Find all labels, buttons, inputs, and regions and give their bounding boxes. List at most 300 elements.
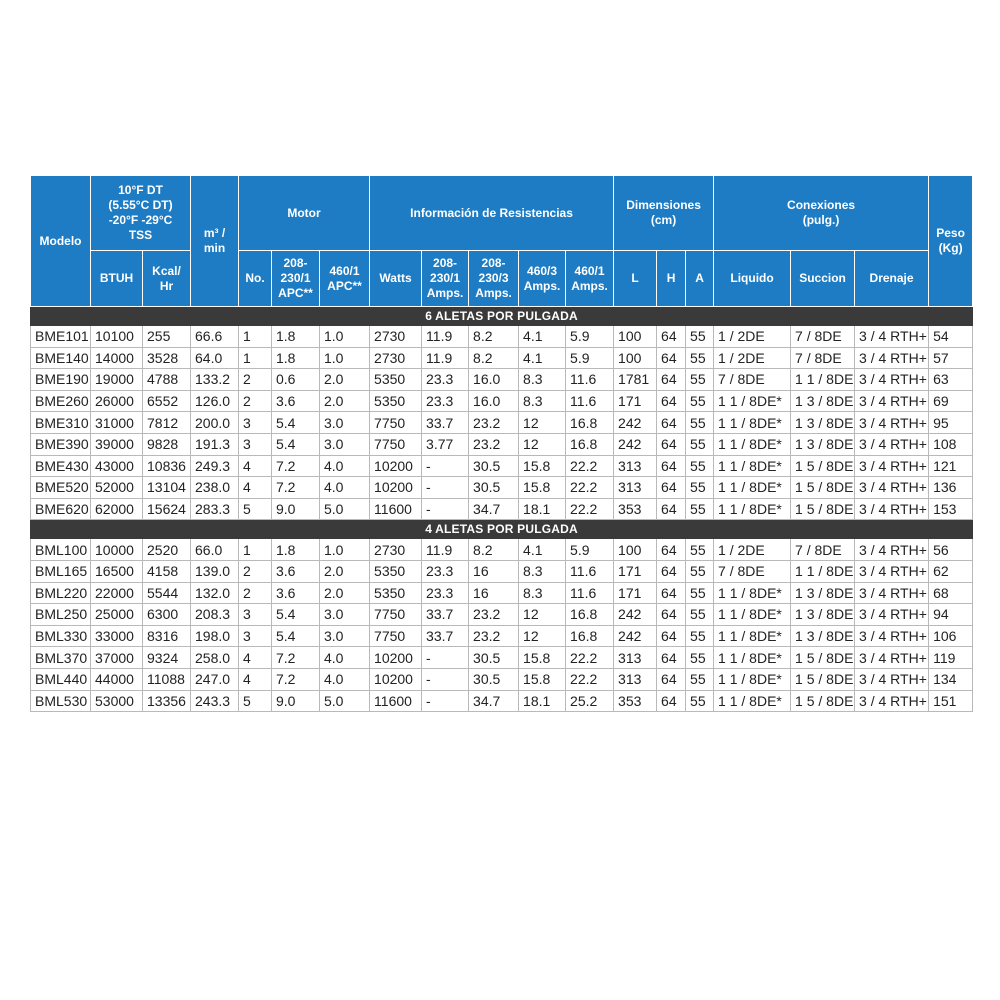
table-cell: 7.2 (272, 668, 320, 690)
table-cell: 9.0 (272, 498, 320, 520)
table-cell: 4 (239, 477, 272, 499)
table-cell: - (422, 477, 469, 499)
table-cell: 10200 (370, 477, 422, 499)
table-cell: 66.0 (191, 539, 239, 561)
table-cell: 64 (657, 455, 686, 477)
section-title: 4 ALETAS POR PULGADA (31, 520, 973, 539)
table-cell: - (422, 647, 469, 669)
table-cell: BML250 (31, 604, 91, 626)
table-cell: 3.6 (272, 582, 320, 604)
table-cell: 106 (929, 625, 973, 647)
table-cell: 1 5 / 8DE (791, 477, 855, 499)
table-cell: 16.0 (469, 390, 519, 412)
table-cell: 1 3 / 8DE (791, 390, 855, 412)
table-cell: 30.5 (469, 647, 519, 669)
section-6-aletas (31, 307, 973, 520)
table-cell: 153 (929, 498, 973, 520)
header-con-drenaje: Drenaje (855, 251, 929, 307)
table-cell: 15.8 (519, 455, 566, 477)
table-cell: 6552 (143, 390, 191, 412)
table-cell: 11.9 (422, 347, 469, 369)
table-cell: 23.2 (469, 433, 519, 455)
header-dim-a: A (686, 251, 714, 307)
table-cell: 5.4 (272, 433, 320, 455)
table-cell: 37000 (91, 647, 143, 669)
table-cell: 171 (614, 582, 657, 604)
table-cell: 1 5 / 8DE (791, 690, 855, 712)
table-cell: 4.0 (320, 455, 370, 477)
table-cell: 7.2 (272, 455, 320, 477)
table-cell: 55 (686, 433, 714, 455)
header-capacity: 10°F DT (5.55°C DT) -20°F -29°C TSS (91, 176, 191, 251)
table-cell: 242 (614, 604, 657, 626)
table-cell: 2.0 (320, 369, 370, 391)
table-cell: 62000 (91, 498, 143, 520)
table-cell: 121 (929, 455, 973, 477)
table-cell: 3 / 4 RTH+ (855, 690, 929, 712)
table-cell: 16.8 (566, 604, 614, 626)
table-cell: 1.8 (272, 347, 320, 369)
table-cell: 100 (614, 347, 657, 369)
table-cell: 55 (686, 625, 714, 647)
table-cell: 64 (657, 668, 686, 690)
table-cell: 55 (686, 477, 714, 499)
table-cell: 10836 (143, 455, 191, 477)
table-cell: 1 5 / 8DE (791, 498, 855, 520)
table-cell: 3 (239, 412, 272, 434)
table-cell: 55 (686, 560, 714, 582)
table-cell: 10000 (91, 539, 143, 561)
table-cell: 16.8 (566, 412, 614, 434)
table-cell: 55 (686, 498, 714, 520)
header-res-208-3: 208- 230/3 Amps. (469, 251, 519, 307)
table-cell: 8.3 (519, 582, 566, 604)
table-cell: 16.8 (566, 625, 614, 647)
table-cell: 1.0 (320, 539, 370, 561)
table-cell: 18.1 (519, 498, 566, 520)
table-cell: 3.77 (422, 433, 469, 455)
table-cell: 2730 (370, 347, 422, 369)
table-cell: 2 (239, 560, 272, 582)
header-dim-h: H (657, 251, 686, 307)
table-cell: 26000 (91, 390, 143, 412)
table-cell: 8.3 (519, 369, 566, 391)
table-cell: 30.5 (469, 455, 519, 477)
table-cell: 11.6 (566, 560, 614, 582)
table-cell: 4.0 (320, 668, 370, 690)
table-cell: 52000 (91, 477, 143, 499)
table-cell: 3.0 (320, 604, 370, 626)
table-cell: 1.8 (272, 326, 320, 348)
table-cell: 10200 (370, 455, 422, 477)
table-row (31, 390, 973, 412)
table-row (31, 690, 973, 712)
table-cell: 1 / 2DE (714, 347, 791, 369)
table-cell: 1 1 / 8DE* (714, 690, 791, 712)
table-cell: 11.6 (566, 390, 614, 412)
table-cell: 3 / 4 RTH+ (855, 647, 929, 669)
table-cell: 119 (929, 647, 973, 669)
header-res-460-1: 460/1 Amps. (566, 251, 614, 307)
table-cell: 1 1 / 8DE* (714, 668, 791, 690)
table-cell: 14000 (91, 347, 143, 369)
table-cell: 3 / 4 RTH+ (855, 347, 929, 369)
table-cell: 64 (657, 647, 686, 669)
table-cell: 69 (929, 390, 973, 412)
table-cell: 1 / 2DE (714, 539, 791, 561)
table-cell: 64 (657, 625, 686, 647)
table-cell: 3 / 4 RTH+ (855, 560, 929, 582)
header-motor-208: 208- 230/1 APC** (272, 251, 320, 307)
header-res-460-3: 460/3 Amps. (519, 251, 566, 307)
table-cell: 7750 (370, 433, 422, 455)
table-cell: 64 (657, 369, 686, 391)
table-cell: 242 (614, 625, 657, 647)
table-cell: 242 (614, 412, 657, 434)
table-cell: 3528 (143, 347, 191, 369)
table-cell: 4.1 (519, 539, 566, 561)
header-resistencias: Información de Resistencias (370, 176, 614, 251)
table-cell: 3 / 4 RTH+ (855, 477, 929, 499)
table-row (31, 369, 973, 391)
table-cell: BME620 (31, 498, 91, 520)
table-cell: 4158 (143, 560, 191, 582)
table-cell: BML220 (31, 582, 91, 604)
header-motor-no: No. (239, 251, 272, 307)
table-cell: 5 (239, 690, 272, 712)
table-cell: 5.4 (272, 604, 320, 626)
table-cell: 243.3 (191, 690, 239, 712)
table-cell: 1 5 / 8DE (791, 668, 855, 690)
table-cell: BME140 (31, 347, 91, 369)
table-cell: 7.2 (272, 477, 320, 499)
table-cell: 8.2 (469, 326, 519, 348)
table-cell: 3 (239, 433, 272, 455)
table-cell: 64 (657, 347, 686, 369)
table-cell: 55 (686, 412, 714, 434)
table-cell: 2 (239, 582, 272, 604)
table-cell: 64 (657, 690, 686, 712)
table-cell: 16 (469, 560, 519, 582)
table-cell: 11600 (370, 690, 422, 712)
table-cell: 22.2 (566, 668, 614, 690)
table-cell: 64 (657, 560, 686, 582)
table-cell: 1 3 / 8DE (791, 604, 855, 626)
table-cell: 9828 (143, 433, 191, 455)
table-cell: 33.7 (422, 625, 469, 647)
table-cell: 55 (686, 582, 714, 604)
table-cell: 1 1 / 8DE* (714, 390, 791, 412)
table-cell: 5350 (370, 560, 422, 582)
header-res-watts: Watts (370, 251, 422, 307)
table-cell: 12 (519, 412, 566, 434)
table-cell: 64 (657, 604, 686, 626)
table-row (31, 433, 973, 455)
table-cell: 55 (686, 347, 714, 369)
table-cell: 126.0 (191, 390, 239, 412)
table-cell: 43000 (91, 455, 143, 477)
table-cell: 4.1 (519, 326, 566, 348)
table-cell: 108 (929, 433, 973, 455)
table-cell: 0.6 (272, 369, 320, 391)
table-cell: 11.6 (566, 582, 614, 604)
table-cell: - (422, 498, 469, 520)
table-cell: 64 (657, 412, 686, 434)
table-cell: 22.2 (566, 477, 614, 499)
header-con-succion: Succion (791, 251, 855, 307)
table-cell: 15.8 (519, 477, 566, 499)
table-cell: 19000 (91, 369, 143, 391)
table-cell: 313 (614, 668, 657, 690)
table-cell: 7750 (370, 412, 422, 434)
table-cell: 3 (239, 604, 272, 626)
table-cell: 55 (686, 369, 714, 391)
table-cell: 1 5 / 8DE (791, 647, 855, 669)
table-cell: 4788 (143, 369, 191, 391)
table-cell: 1 1 / 8DE* (714, 625, 791, 647)
table-cell: 11.9 (422, 539, 469, 561)
table-cell: 1 3 / 8DE (791, 625, 855, 647)
table-cell: 283.3 (191, 498, 239, 520)
table-cell: BML100 (31, 539, 91, 561)
table-cell: 139.0 (191, 560, 239, 582)
table-cell: 1.8 (272, 539, 320, 561)
table-cell: 242 (614, 433, 657, 455)
table-cell: 8.3 (519, 390, 566, 412)
table-cell: 3 / 4 RTH+ (855, 455, 929, 477)
table-cell: 22.2 (566, 455, 614, 477)
table-cell: 134 (929, 668, 973, 690)
table-cell: 208.3 (191, 604, 239, 626)
table-cell: 23.3 (422, 560, 469, 582)
table-row (31, 560, 973, 582)
table-cell: 16.0 (469, 369, 519, 391)
table-cell: 5 (239, 498, 272, 520)
header-btuh: BTUH (91, 251, 143, 307)
table-cell: 3 / 4 RTH+ (855, 433, 929, 455)
table-cell: 1 1 / 8DE* (714, 498, 791, 520)
table-cell: 7 / 8DE (791, 326, 855, 348)
table-cell: 3 / 4 RTH+ (855, 539, 929, 561)
table-cell: 55 (686, 539, 714, 561)
table-cell: 25.2 (566, 690, 614, 712)
table-cell: 3.0 (320, 433, 370, 455)
table-cell: 33.7 (422, 412, 469, 434)
table-cell: 95 (929, 412, 973, 434)
table-cell: 1 (239, 539, 272, 561)
table-cell: 16500 (91, 560, 143, 582)
table-cell: 25000 (91, 604, 143, 626)
table-cell: BML530 (31, 690, 91, 712)
table-cell: 33000 (91, 625, 143, 647)
table-cell: 7 / 8DE (791, 347, 855, 369)
table-cell: 9.0 (272, 690, 320, 712)
table-row (31, 582, 973, 604)
table-cell: 3 (239, 625, 272, 647)
table-cell: 100 (614, 539, 657, 561)
table-cell: 23.3 (422, 369, 469, 391)
table-cell: 22.2 (566, 498, 614, 520)
table-cell: 1781 (614, 369, 657, 391)
table-cell: 4.0 (320, 647, 370, 669)
table-cell: 64.0 (191, 347, 239, 369)
table-header (31, 176, 973, 307)
header-dimensiones: Dimensiones (cm) (614, 176, 714, 251)
table-cell: 18.1 (519, 690, 566, 712)
table-cell: 55 (686, 455, 714, 477)
table-cell: 7812 (143, 412, 191, 434)
table-row (31, 604, 973, 626)
table-cell: 1 (239, 326, 272, 348)
table-cell: 313 (614, 477, 657, 499)
table-cell: 5350 (370, 369, 422, 391)
table-cell: 8.2 (469, 347, 519, 369)
table-cell: 10200 (370, 647, 422, 669)
table-cell: 171 (614, 390, 657, 412)
table-cell: 5.0 (320, 498, 370, 520)
table-cell: BML330 (31, 625, 91, 647)
table-cell: 3.0 (320, 625, 370, 647)
table-cell: 68 (929, 582, 973, 604)
table-cell: 249.3 (191, 455, 239, 477)
table-cell: 7 / 8DE (791, 539, 855, 561)
table-cell: 3 / 4 RTH+ (855, 369, 929, 391)
table-cell: 1 1 / 8DE* (714, 582, 791, 604)
table-cell: 255 (143, 326, 191, 348)
table-cell: 151 (929, 690, 973, 712)
table-cell: BML370 (31, 647, 91, 669)
table-cell: 12 (519, 604, 566, 626)
table-cell: 5.9 (566, 539, 614, 561)
table-cell: 6300 (143, 604, 191, 626)
table-cell: 1 5 / 8DE (791, 455, 855, 477)
table-cell: 247.0 (191, 668, 239, 690)
table-cell: 5.0 (320, 690, 370, 712)
section-title: 6 ALETAS POR PULGADA (31, 307, 973, 326)
table-cell: 55 (686, 326, 714, 348)
table-cell: 3 / 4 RTH+ (855, 604, 929, 626)
table-cell: 15.8 (519, 668, 566, 690)
table-cell: 1 1 / 8DE* (714, 604, 791, 626)
table-cell: BME430 (31, 455, 91, 477)
table-cell: 1 3 / 8DE (791, 433, 855, 455)
table-cell: 64 (657, 477, 686, 499)
table-cell: 3 / 4 RTH+ (855, 390, 929, 412)
table-cell: 353 (614, 498, 657, 520)
table-cell: BME260 (31, 390, 91, 412)
table-cell: 63 (929, 369, 973, 391)
table-cell: 7750 (370, 604, 422, 626)
header-dim-l: L (614, 251, 657, 307)
table-cell: BME310 (31, 412, 91, 434)
table-cell: 5350 (370, 390, 422, 412)
table-cell: 2.0 (320, 390, 370, 412)
table-cell: - (422, 668, 469, 690)
header-res-208-1: 208- 230/1 Amps. (422, 251, 469, 307)
table-cell: 16 (469, 582, 519, 604)
table-cell: 23.3 (422, 582, 469, 604)
table-cell: 55 (686, 604, 714, 626)
header-peso: Peso (Kg) (929, 176, 973, 307)
table-row (31, 455, 973, 477)
table-cell: 133.2 (191, 369, 239, 391)
table-cell: 7.2 (272, 647, 320, 669)
table-cell: 94 (929, 604, 973, 626)
table-cell: 22.2 (566, 647, 614, 669)
table-cell: 64 (657, 582, 686, 604)
table-cell: 53000 (91, 690, 143, 712)
table-cell: 34.7 (469, 690, 519, 712)
header-con-liquido: Liquido (714, 251, 791, 307)
table-cell: 23.2 (469, 625, 519, 647)
table-cell: 64 (657, 539, 686, 561)
header-m3-min: m³ / min (191, 176, 239, 307)
table-cell: 30.5 (469, 668, 519, 690)
table-cell: 1 (239, 347, 272, 369)
table-cell: 4 (239, 455, 272, 477)
table-cell: 8.3 (519, 560, 566, 582)
table-cell: 9324 (143, 647, 191, 669)
table-cell: 3 / 4 RTH+ (855, 326, 929, 348)
table-cell: 353 (614, 690, 657, 712)
table-cell: 55 (686, 690, 714, 712)
table-cell: 3 / 4 RTH+ (855, 412, 929, 434)
table-cell: 23.2 (469, 412, 519, 434)
table-cell: 5350 (370, 582, 422, 604)
table-cell: 15.8 (519, 647, 566, 669)
header-conexiones: Conexiones (pulg.) (714, 176, 929, 251)
table-cell: 8.2 (469, 539, 519, 561)
table-cell: 1.0 (320, 347, 370, 369)
table-row (31, 477, 973, 499)
spec-table-container (30, 175, 972, 712)
table-cell: 62 (929, 560, 973, 582)
table-cell: 11.6 (566, 369, 614, 391)
table-cell: 55 (686, 390, 714, 412)
table-cell: 171 (614, 560, 657, 582)
table-row (31, 347, 973, 369)
table-cell: 23.3 (422, 390, 469, 412)
table-cell: 57 (929, 347, 973, 369)
table-cell: 2730 (370, 326, 422, 348)
table-cell: 23.2 (469, 604, 519, 626)
table-cell: 1 1 / 8DE* (714, 412, 791, 434)
table-cell: 11.9 (422, 326, 469, 348)
table-cell: 1 3 / 8DE (791, 582, 855, 604)
table-cell: 64 (657, 498, 686, 520)
table-row (31, 668, 973, 690)
table-cell: 64 (657, 390, 686, 412)
table-cell: 2.0 (320, 582, 370, 604)
table-cell: 64 (657, 326, 686, 348)
table-cell: 2520 (143, 539, 191, 561)
header-motor-460: 460/1 APC** (320, 251, 370, 307)
table-cell: 1 1 / 8DE* (714, 647, 791, 669)
table-cell: 12 (519, 625, 566, 647)
table-cell: 4.1 (519, 347, 566, 369)
table-cell: 13356 (143, 690, 191, 712)
table-row (31, 412, 973, 434)
table-cell: 200.0 (191, 412, 239, 434)
table-cell: 13104 (143, 477, 191, 499)
table-cell: 7 / 8DE (714, 560, 791, 582)
table-row (31, 625, 973, 647)
table-cell: 4 (239, 668, 272, 690)
table-row (31, 326, 973, 348)
table-cell: 1 1 / 8DE* (714, 433, 791, 455)
table-cell: 34.7 (469, 498, 519, 520)
table-cell: 3 / 4 RTH+ (855, 625, 929, 647)
